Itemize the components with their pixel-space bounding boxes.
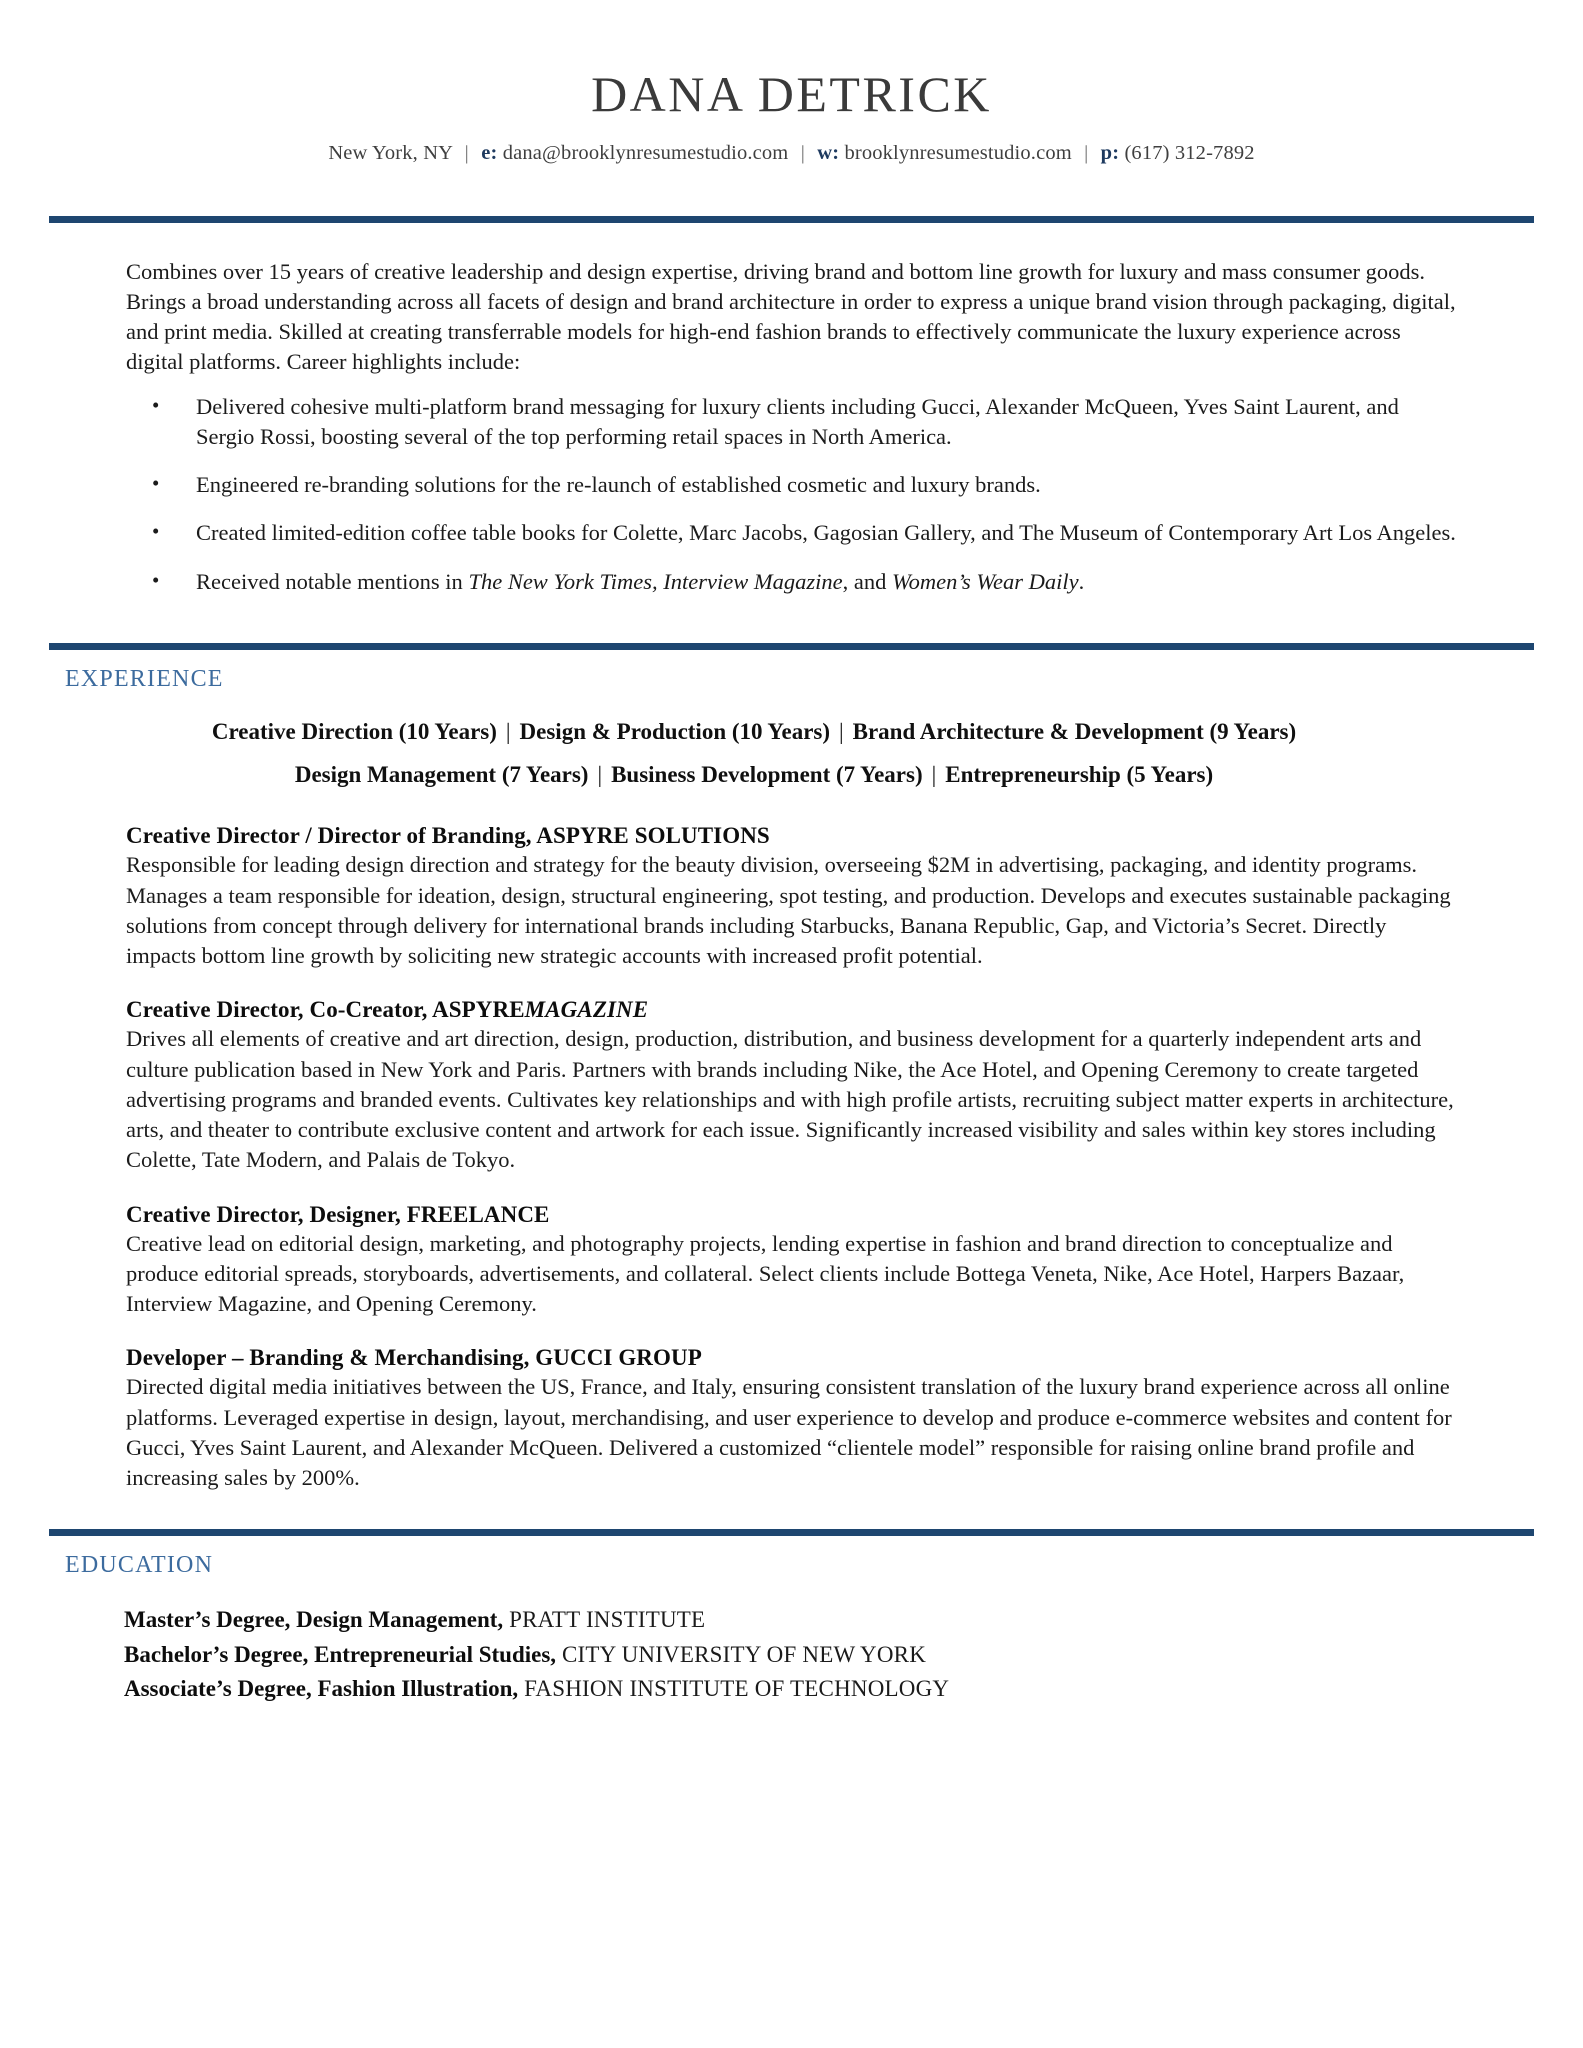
contact-line (0, 142, 1583, 165)
jobs-list (0, 823, 1583, 1493)
skill-item: Design & Production (10 Years) (519, 718, 831, 744)
contact-email[interactable]: dana@brooklynresumestudio.com (502, 141, 789, 164)
highlight-publication-1: The New York Times, Interview Magazine (468, 568, 843, 594)
list-item: • Delivered cohesive multi-platform brand messaging for luxury clients including Gucci, Alexander McQueen, Yves Saint Laurent, and Sergio Rossi, boosting several of the top performing retail spaces in North America. (148, 392, 1460, 453)
contact-separator-1: | (464, 141, 469, 164)
education-degree: Master’s Degree, Design Management, (124, 1607, 504, 1633)
job-entry (126, 823, 1460, 971)
contact-location: New York, NY (328, 141, 453, 164)
highlight-suffix: . (1078, 568, 1085, 594)
skills-line-1 (0, 713, 1583, 750)
list-item: • Engineered re-branding solutions for the re-launch of established cosmetic and luxury brands. (148, 470, 1460, 500)
highlight-publication-2: Women’s Wear Daily (891, 568, 1079, 594)
divider-rule-experience (49, 643, 1534, 650)
contact-separator-3: | (1084, 141, 1089, 164)
education-degree: Associate’s Degree, Fashion Illustration, (124, 1675, 519, 1701)
highlight-prefix: Received notable mentions in (196, 568, 469, 594)
job-title (126, 997, 1460, 1023)
phone-label: p: (1100, 141, 1120, 164)
skill-item: Creative Direction (10 Years) (211, 718, 497, 744)
education-list (0, 1603, 1583, 1706)
website-label: w: (817, 141, 840, 164)
skill-item: Brand Architecture & Development (9 Years) (852, 718, 1297, 744)
list-item: • Created limited-edition coffee table books for Colette, Marc Jacobs, Gagosian Gallery, and The Museum of Contemporary Art Los Angeles. (148, 518, 1460, 548)
education-school: PRATT INSTITUTE (503, 1607, 706, 1633)
education-school: FASHION INSTITUTE OF TECHNOLOGY (518, 1675, 950, 1701)
job-description: Responsible for leading design direction and strategy for the beauty division, overseeing $2M in advertising, packaging, and identity programs. Manages a team responsible for ideation, design, structural engineering, spot testing, and production. Develops and executes sustainable packaging solutions from concept through delivery for international brands including Starbucks, Banana Republic, Gap, and Victoria’s Secret. Directly impacts bottom line growth by soliciting new strategic accounts with increased profit potential. (126, 852, 1451, 968)
job-description: Directed digital media initiatives between the US, France, and Italy, ensuring consistent translation of the luxury brand experience across all online platforms. Leveraged expertise in design, layout, merchandising, and user experience to develop and produce e-commerce websites and content for Gucci, Yves Saint Laurent, and Alexander McQueen. Delivered a customized “clientele model” responsible for raising online brand profile and increasing sales by 200%. (126, 1374, 1452, 1490)
skill-separator: | (505, 718, 511, 744)
job-title-main: Creative Director, Co-Creator, ASPYRE (126, 997, 525, 1023)
page-title: DANA DETRICK (591, 66, 992, 122)
divider-rule-top (49, 216, 1534, 223)
skill-item: Entrepreneurship (5 Years) (945, 762, 1214, 787)
summary-paragraph: Combines over 15 years of creative leadership and design expertise, driving brand and bottom line growth for luxury and mass consumer goods. Brings a broad understanding across all facets of design and brand architecture in order to express a unique brand vision through packaging, digital, and print media. Skilled at creating transferrable models for high-end fashion brands to effectively communicate the luxury experience across digital platforms. Career highlights include: (126, 258, 1456, 375)
list-item (148, 567, 1460, 597)
divider-rule-education (49, 1529, 1534, 1536)
contact-separator-2: | (800, 141, 805, 164)
skill-separator: | (931, 762, 937, 787)
skill-separator: | (839, 718, 844, 744)
education-item (124, 1638, 1583, 1672)
skill-separator: | (597, 762, 603, 787)
section-heading-experience: EXPERIENCE (65, 665, 224, 692)
job-title (126, 1202, 1460, 1228)
skill-item: Business Development (7 Years) (611, 762, 923, 787)
contact-website[interactable]: brooklynresumestudio.com (844, 141, 1072, 164)
job-title (126, 823, 1460, 849)
experience-section (0, 650, 1583, 1494)
job-description: Creative lead on editorial design, marketing, and photography projects, lending expertise in fashion and brand direction to conceptualize and produce editorial spreads, storyboards, advertisements, and collateral. Select clients include Bottega Veneta, Nike, Ace Hotel, Harpers Bazaar, Interview Magazine, and Opening Ceremony. (126, 1230, 1405, 1316)
job-title (126, 1345, 1460, 1371)
career-highlights-list (126, 392, 1460, 597)
job-title-emphasis: MAGAZINE (524, 997, 649, 1023)
skills-line-2 (0, 756, 1583, 793)
contact-phone: (617) 312-7892 (1124, 141, 1255, 164)
highlight-middle: , and (842, 568, 892, 594)
email-label: e: (481, 141, 498, 164)
education-section (0, 1536, 1583, 1706)
job-title-main: Developer – Branding & Merchandising, GUCCI GROUP (126, 1345, 702, 1371)
job-description: Drives all elements of creative and art direction, design, production, distribution, and business development for a quarterly independent arts and culture publication based in New York and Paris. Partners with brands including Nike, the Ace Hotel, and Opening Ceremony to create targeted advertising programs and branded events. Cultivates key relationships and with high profile artists, recruiting subject matter experts in architecture, arts, and theater to contribute exclusive content and artwork for each issue. Significantly increased visibility and sales within key stores including Colette, Tate Modern, and Palais de Tokyo. (126, 1026, 1454, 1173)
job-entry (126, 1345, 1460, 1493)
resume-header (0, 0, 1583, 165)
job-entry (126, 997, 1460, 1175)
section-heading-education: EDUCATION (65, 1552, 214, 1579)
education-item (124, 1672, 1583, 1706)
education-degree: Bachelor’s Degree, Entrepreneurial Studies, (124, 1641, 557, 1667)
job-entry (126, 1202, 1460, 1320)
education-school: CITY UNIVERSITY OF NEW YORK (556, 1641, 927, 1667)
skill-item: Design Management (7 Years) (294, 762, 589, 787)
education-item (124, 1603, 1583, 1637)
job-title-main: Creative Director, Designer, FREELANCE (126, 1201, 550, 1227)
summary-section (0, 223, 1583, 597)
job-title-main: Creative Director / Director of Branding, ASPYRE SOLUTIONS (126, 823, 770, 849)
